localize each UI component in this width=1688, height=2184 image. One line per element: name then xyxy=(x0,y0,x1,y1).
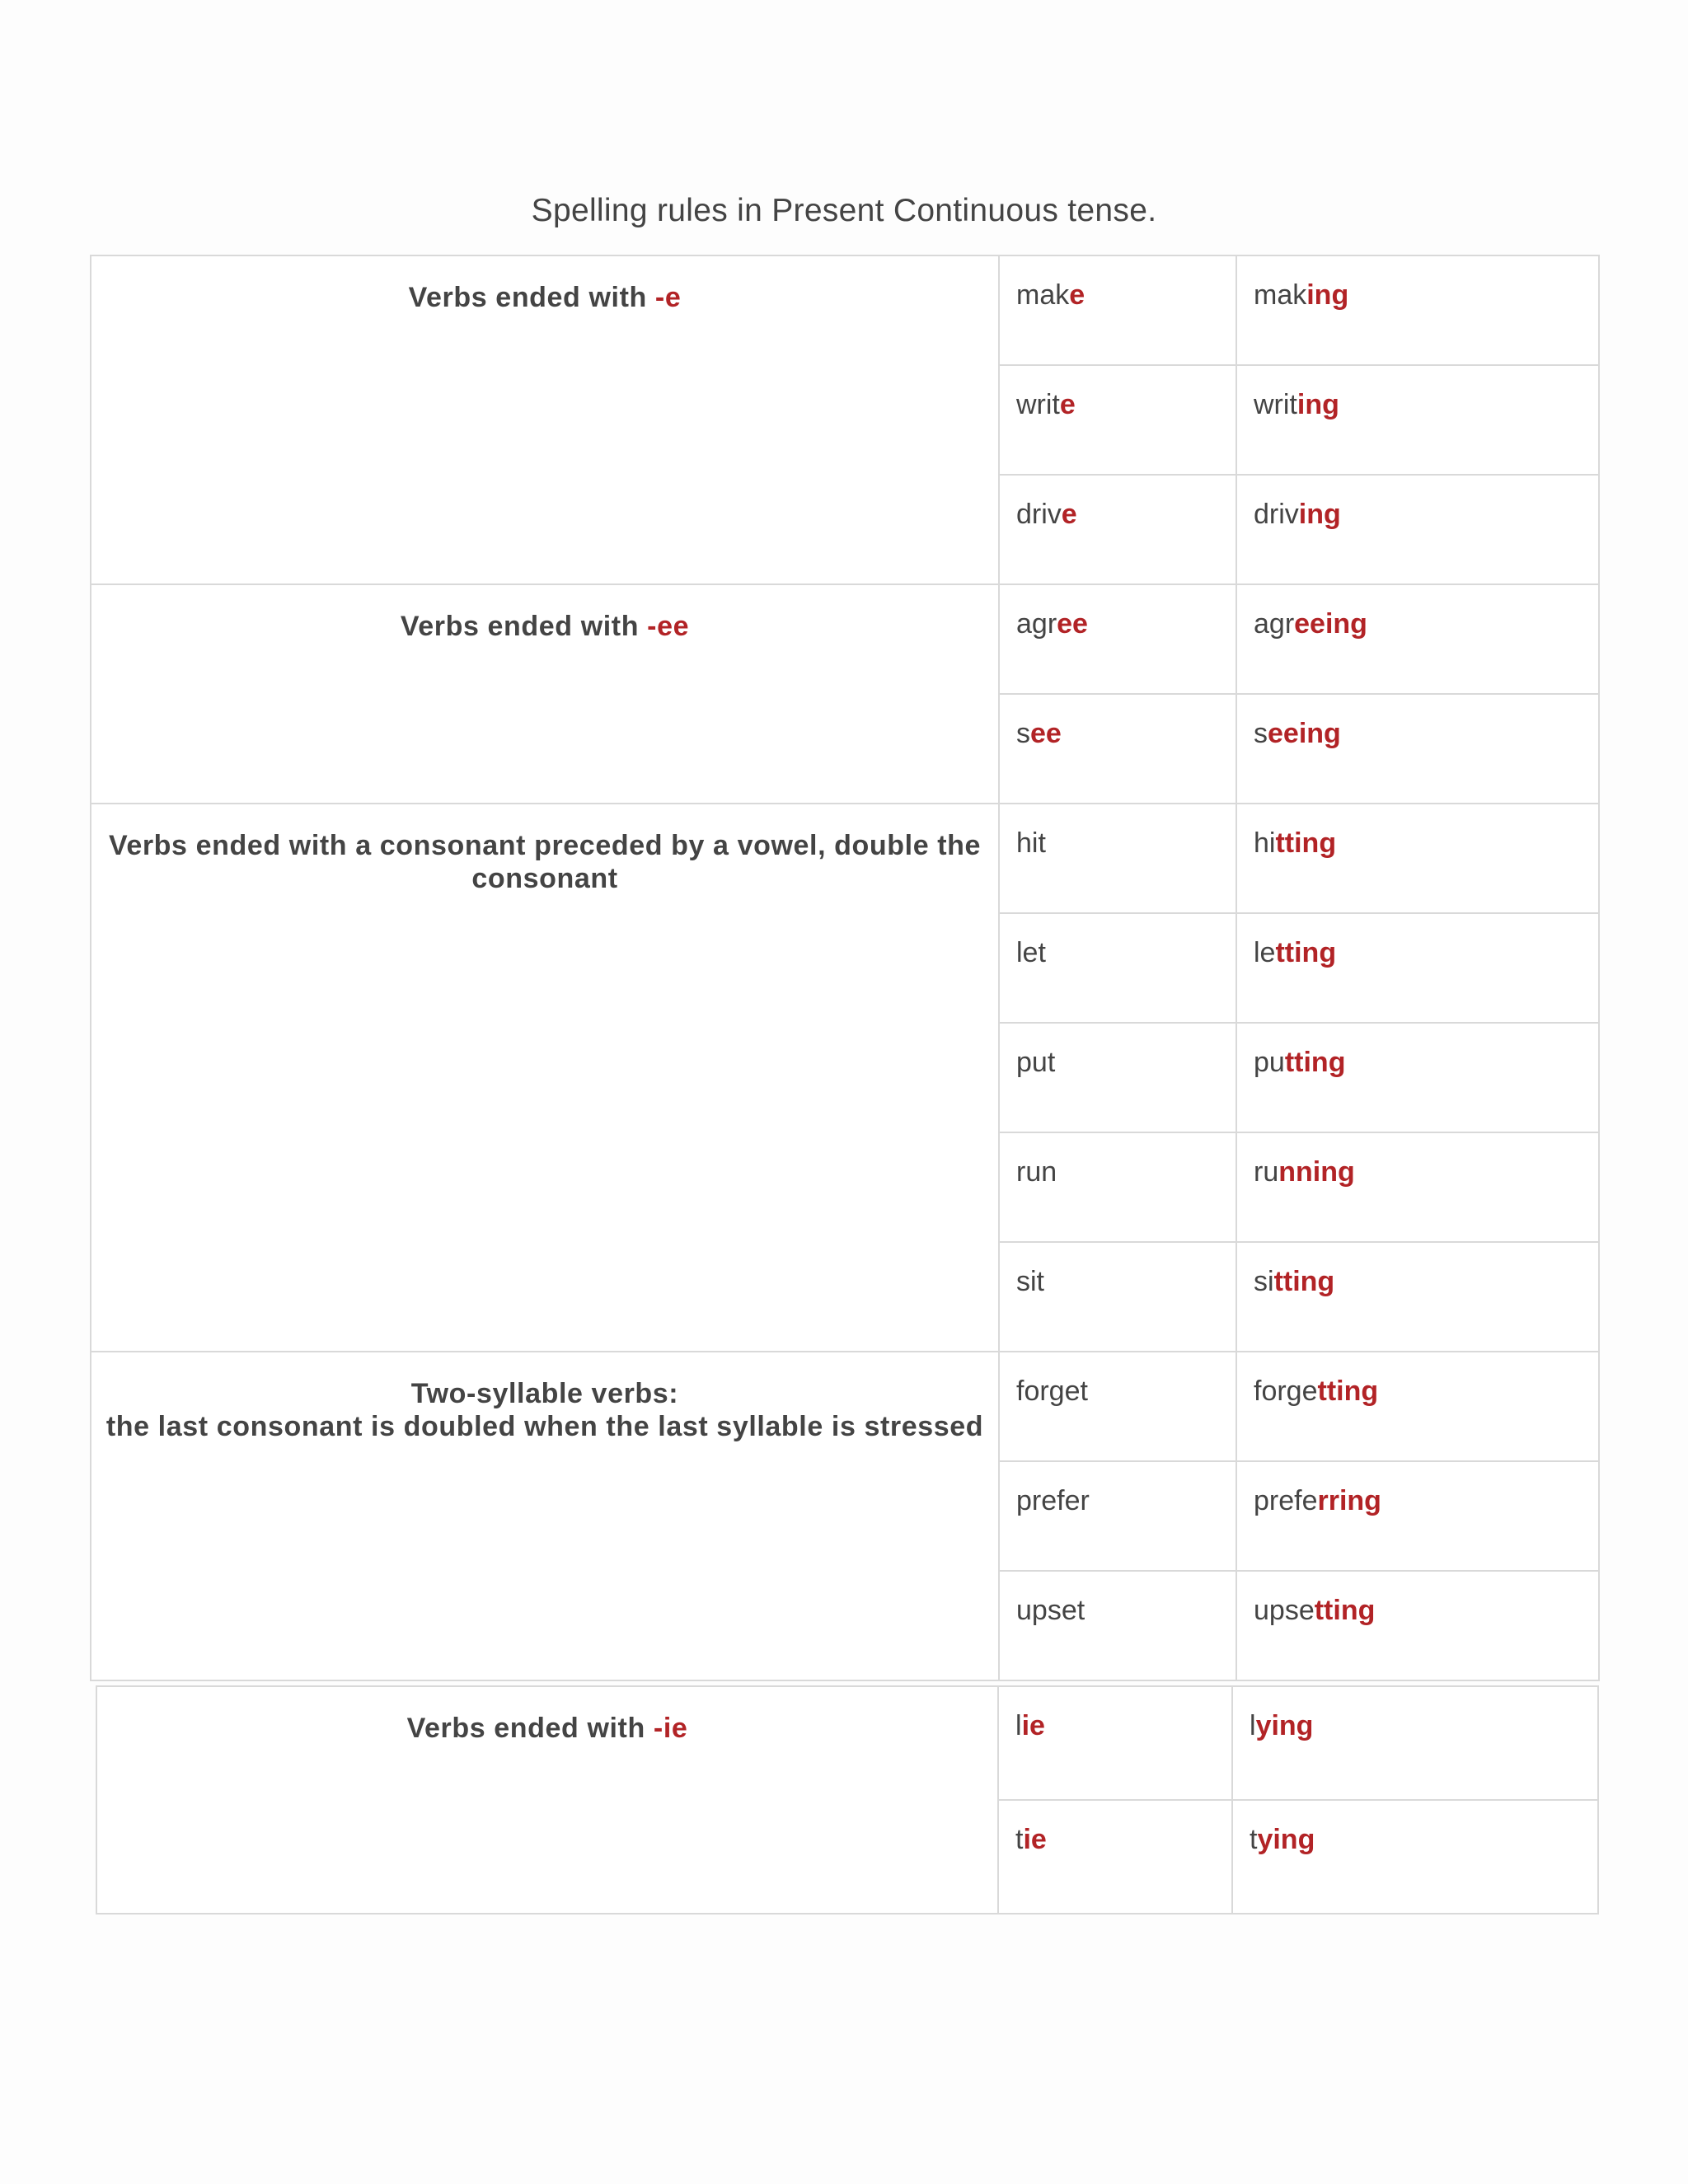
base-verb-text: run xyxy=(1016,1156,1057,1188)
ing-form-highlight: ing xyxy=(1296,389,1339,420)
ing-form xyxy=(1232,1686,1598,1800)
ing-form xyxy=(1236,1023,1599,1132)
rule-text: Verbs ended with xyxy=(408,282,655,313)
base-verb-text: prefer xyxy=(1016,1485,1090,1516)
base-verb xyxy=(999,365,1236,475)
table-row xyxy=(91,255,1599,365)
base-verb-text: let xyxy=(1016,937,1046,968)
ing-form-highlight: tting xyxy=(1273,1266,1335,1297)
base-verb xyxy=(998,1800,1232,1914)
base-verb-text: hit xyxy=(1016,827,1046,859)
ing-form xyxy=(1236,255,1599,365)
rule-highlight: -ie xyxy=(653,1713,688,1744)
rule-description xyxy=(91,584,999,804)
ing-form-text: prefe xyxy=(1254,1485,1318,1516)
base-verb xyxy=(999,475,1236,584)
rule-text: the last consonant is doubled when the last syllable is stressed xyxy=(106,1411,984,1442)
base-verb xyxy=(999,1461,1236,1571)
ing-form-highlight: nning xyxy=(1278,1156,1355,1188)
ing-form-text: forge xyxy=(1254,1376,1318,1407)
base-verb xyxy=(999,913,1236,1023)
rule-highlight: -e xyxy=(654,282,682,313)
ing-form xyxy=(1236,1352,1599,1461)
base-verb xyxy=(999,804,1236,913)
ing-form-highlight: ing xyxy=(1298,499,1341,530)
base-verb-highlight: ie xyxy=(1023,1824,1047,1855)
ing-form-highlight: ying xyxy=(1255,1710,1314,1741)
base-verb-text: agr xyxy=(1016,608,1057,640)
ing-form-highlight: tting xyxy=(1314,1595,1376,1626)
base-verb-highlight: ie xyxy=(1021,1710,1045,1741)
ing-form xyxy=(1236,804,1599,913)
base-verb-text: forget xyxy=(1016,1376,1088,1407)
ing-form-highlight: ying xyxy=(1257,1824,1315,1855)
base-verb-text: mak xyxy=(1016,279,1070,311)
rule-text: Verbs ended with xyxy=(400,611,648,642)
ing-form xyxy=(1236,365,1599,475)
base-verb xyxy=(999,1352,1236,1461)
ing-form-highlight: tting xyxy=(1275,937,1337,968)
ing-form xyxy=(1236,1571,1599,1680)
ing-form-text: pu xyxy=(1254,1047,1285,1078)
ing-form-highlight: eeing xyxy=(1268,718,1341,749)
ing-form-highlight: eeing xyxy=(1294,608,1367,640)
ing-form-text: s xyxy=(1254,718,1268,749)
ing-form-text: t xyxy=(1250,1824,1258,1855)
base-verb xyxy=(999,1571,1236,1680)
page-title: Spelling rules in Present Continuous tense. xyxy=(531,193,1157,228)
base-verb-text: sit xyxy=(1016,1266,1044,1297)
rule-description xyxy=(96,1686,998,1914)
ing-form-highlight: ing xyxy=(1306,279,1349,311)
ing-form-text: driv xyxy=(1254,499,1299,530)
base-verb-text: driv xyxy=(1016,499,1062,530)
ing-form-highlight: tting xyxy=(1317,1376,1379,1407)
rule-text: Verbs ended with a consonant preceded by a vowel, double the consonant xyxy=(108,830,982,894)
ing-form xyxy=(1236,1461,1599,1571)
base-verb-highlight: ee xyxy=(1030,718,1062,749)
table-row xyxy=(91,584,1599,694)
base-verb xyxy=(999,255,1236,365)
ing-form-highlight: tting xyxy=(1275,827,1337,859)
base-verb-highlight: ee xyxy=(1057,608,1088,640)
base-verb-text: s xyxy=(1016,718,1030,749)
ing-form-highlight: rring xyxy=(1317,1485,1381,1516)
table-row xyxy=(91,804,1599,913)
ing-form-highlight: tting xyxy=(1284,1047,1346,1078)
base-verb xyxy=(998,1686,1232,1800)
ing-form-text: mak xyxy=(1254,279,1307,311)
base-verb-text: writ xyxy=(1016,389,1060,420)
ing-form-text: upse xyxy=(1254,1595,1315,1626)
base-verb-text: upset xyxy=(1016,1595,1085,1626)
base-verb-text: t xyxy=(1015,1824,1024,1855)
ing-form-text: ru xyxy=(1254,1156,1279,1188)
base-verb xyxy=(999,584,1236,694)
ing-form-text: writ xyxy=(1254,389,1297,420)
rule-text: Two-syllable verbs: xyxy=(410,1378,679,1409)
ing-form xyxy=(1236,913,1599,1023)
base-verb-highlight: e xyxy=(1059,389,1076,420)
ing-form-text: si xyxy=(1254,1266,1274,1297)
spelling-rules-table xyxy=(90,255,1600,1681)
base-verb xyxy=(999,1023,1236,1132)
rule-text: Verbs ended with xyxy=(406,1713,654,1744)
ing-form xyxy=(1232,1800,1598,1914)
rule-description xyxy=(91,1352,999,1680)
ing-form xyxy=(1236,1132,1599,1242)
table-row xyxy=(96,1686,1598,1800)
rule-highlight: -ee xyxy=(647,611,690,642)
ing-form xyxy=(1236,694,1599,804)
ing-form-text: le xyxy=(1254,937,1276,968)
base-verb-text: put xyxy=(1016,1047,1056,1078)
base-verb-highlight: e xyxy=(1061,499,1077,530)
base-verb-highlight: e xyxy=(1069,279,1085,311)
rule-description xyxy=(91,255,999,584)
spelling-rules-ie-table xyxy=(96,1685,1599,1915)
base-verb-text: l xyxy=(1015,1710,1022,1741)
ing-form xyxy=(1236,584,1599,694)
ing-form xyxy=(1236,1242,1599,1352)
table-row xyxy=(91,1352,1599,1461)
base-verb xyxy=(999,1242,1236,1352)
base-verb xyxy=(999,694,1236,804)
rule-description xyxy=(91,804,999,1352)
ing-form-text: l xyxy=(1250,1710,1256,1741)
ing-form-text: hi xyxy=(1254,827,1276,859)
ing-form-text: agr xyxy=(1254,608,1295,640)
ing-form xyxy=(1236,475,1599,584)
base-verb xyxy=(999,1132,1236,1242)
